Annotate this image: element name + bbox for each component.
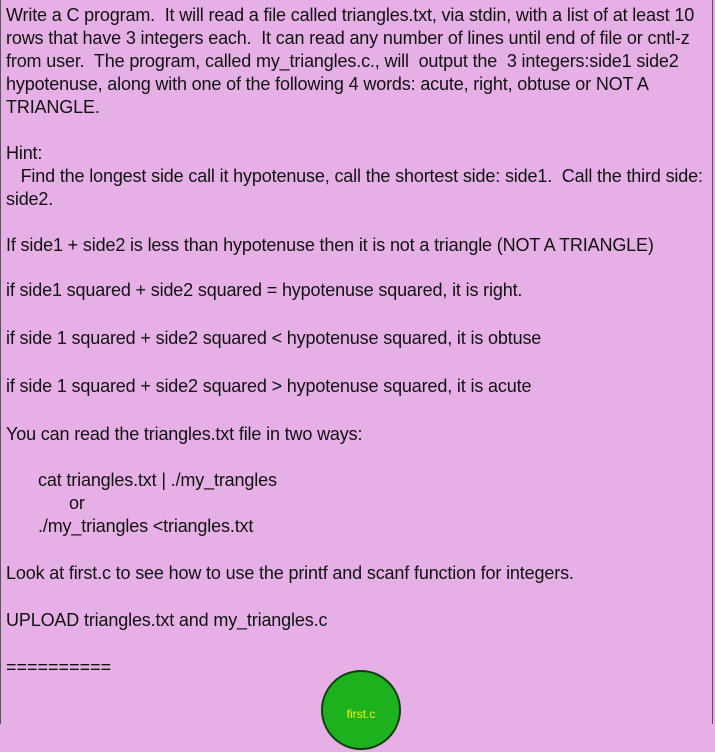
- first-c-button-label: first.c: [346, 707, 376, 721]
- divider-line: ==========: [6, 657, 112, 677]
- command-or: or: [69, 493, 85, 513]
- upload-paragraph: UPLOAD triangles.txt and my_triangles.c: [6, 610, 328, 630]
- intro-paragraph: Write a C program. It will read a file called triangles.txt, via stdin, with a list of at least 10 rows that have 3 integers each. It can read any number of lines until end of file or cntl-z from user. The program, called my_triangles.c., will output the 3 integers:side1 side2 hypotenuse, along with one of the following 4 words: acute, right, obtuse or NOT A TRIANGLE.: [6, 5, 699, 117]
- look-paragraph: Look at first.c to see how to use the printf and scanf function for integers.: [6, 563, 574, 583]
- first-c-button[interactable]: [321, 670, 401, 750]
- hint-section: [6, 142, 712, 211]
- rule-obtuse: if side 1 squared + side2 squared < hypotenuse squared, it is obtuse: [6, 328, 542, 348]
- command-redirect: ./my_triangles <triangles.txt: [38, 516, 254, 536]
- assignment-content: [1, 0, 712, 679]
- rule-not-triangle: If side1 + side2 is less than hypotenuse then it is not a triangle (NOT A TRIANGLE): [6, 235, 654, 255]
- rule-right: if side1 squared + side2 squared = hypotenuse squared, it is right.: [6, 280, 523, 300]
- hint-label: Hint:: [6, 143, 43, 163]
- rule-acute: if side 1 squared + side2 squared > hypotenuse squared, it is acute: [6, 376, 532, 396]
- hint-text: Find the longest side call it hypotenuse, call the shortest side: side1. Call the third side: side2.: [6, 166, 708, 209]
- command-cat: cat triangles.txt | ./my_trangles: [38, 470, 277, 490]
- read-intro: You can read the triangles.txt file in two ways:: [6, 424, 363, 444]
- command-examples: [6, 469, 712, 538]
